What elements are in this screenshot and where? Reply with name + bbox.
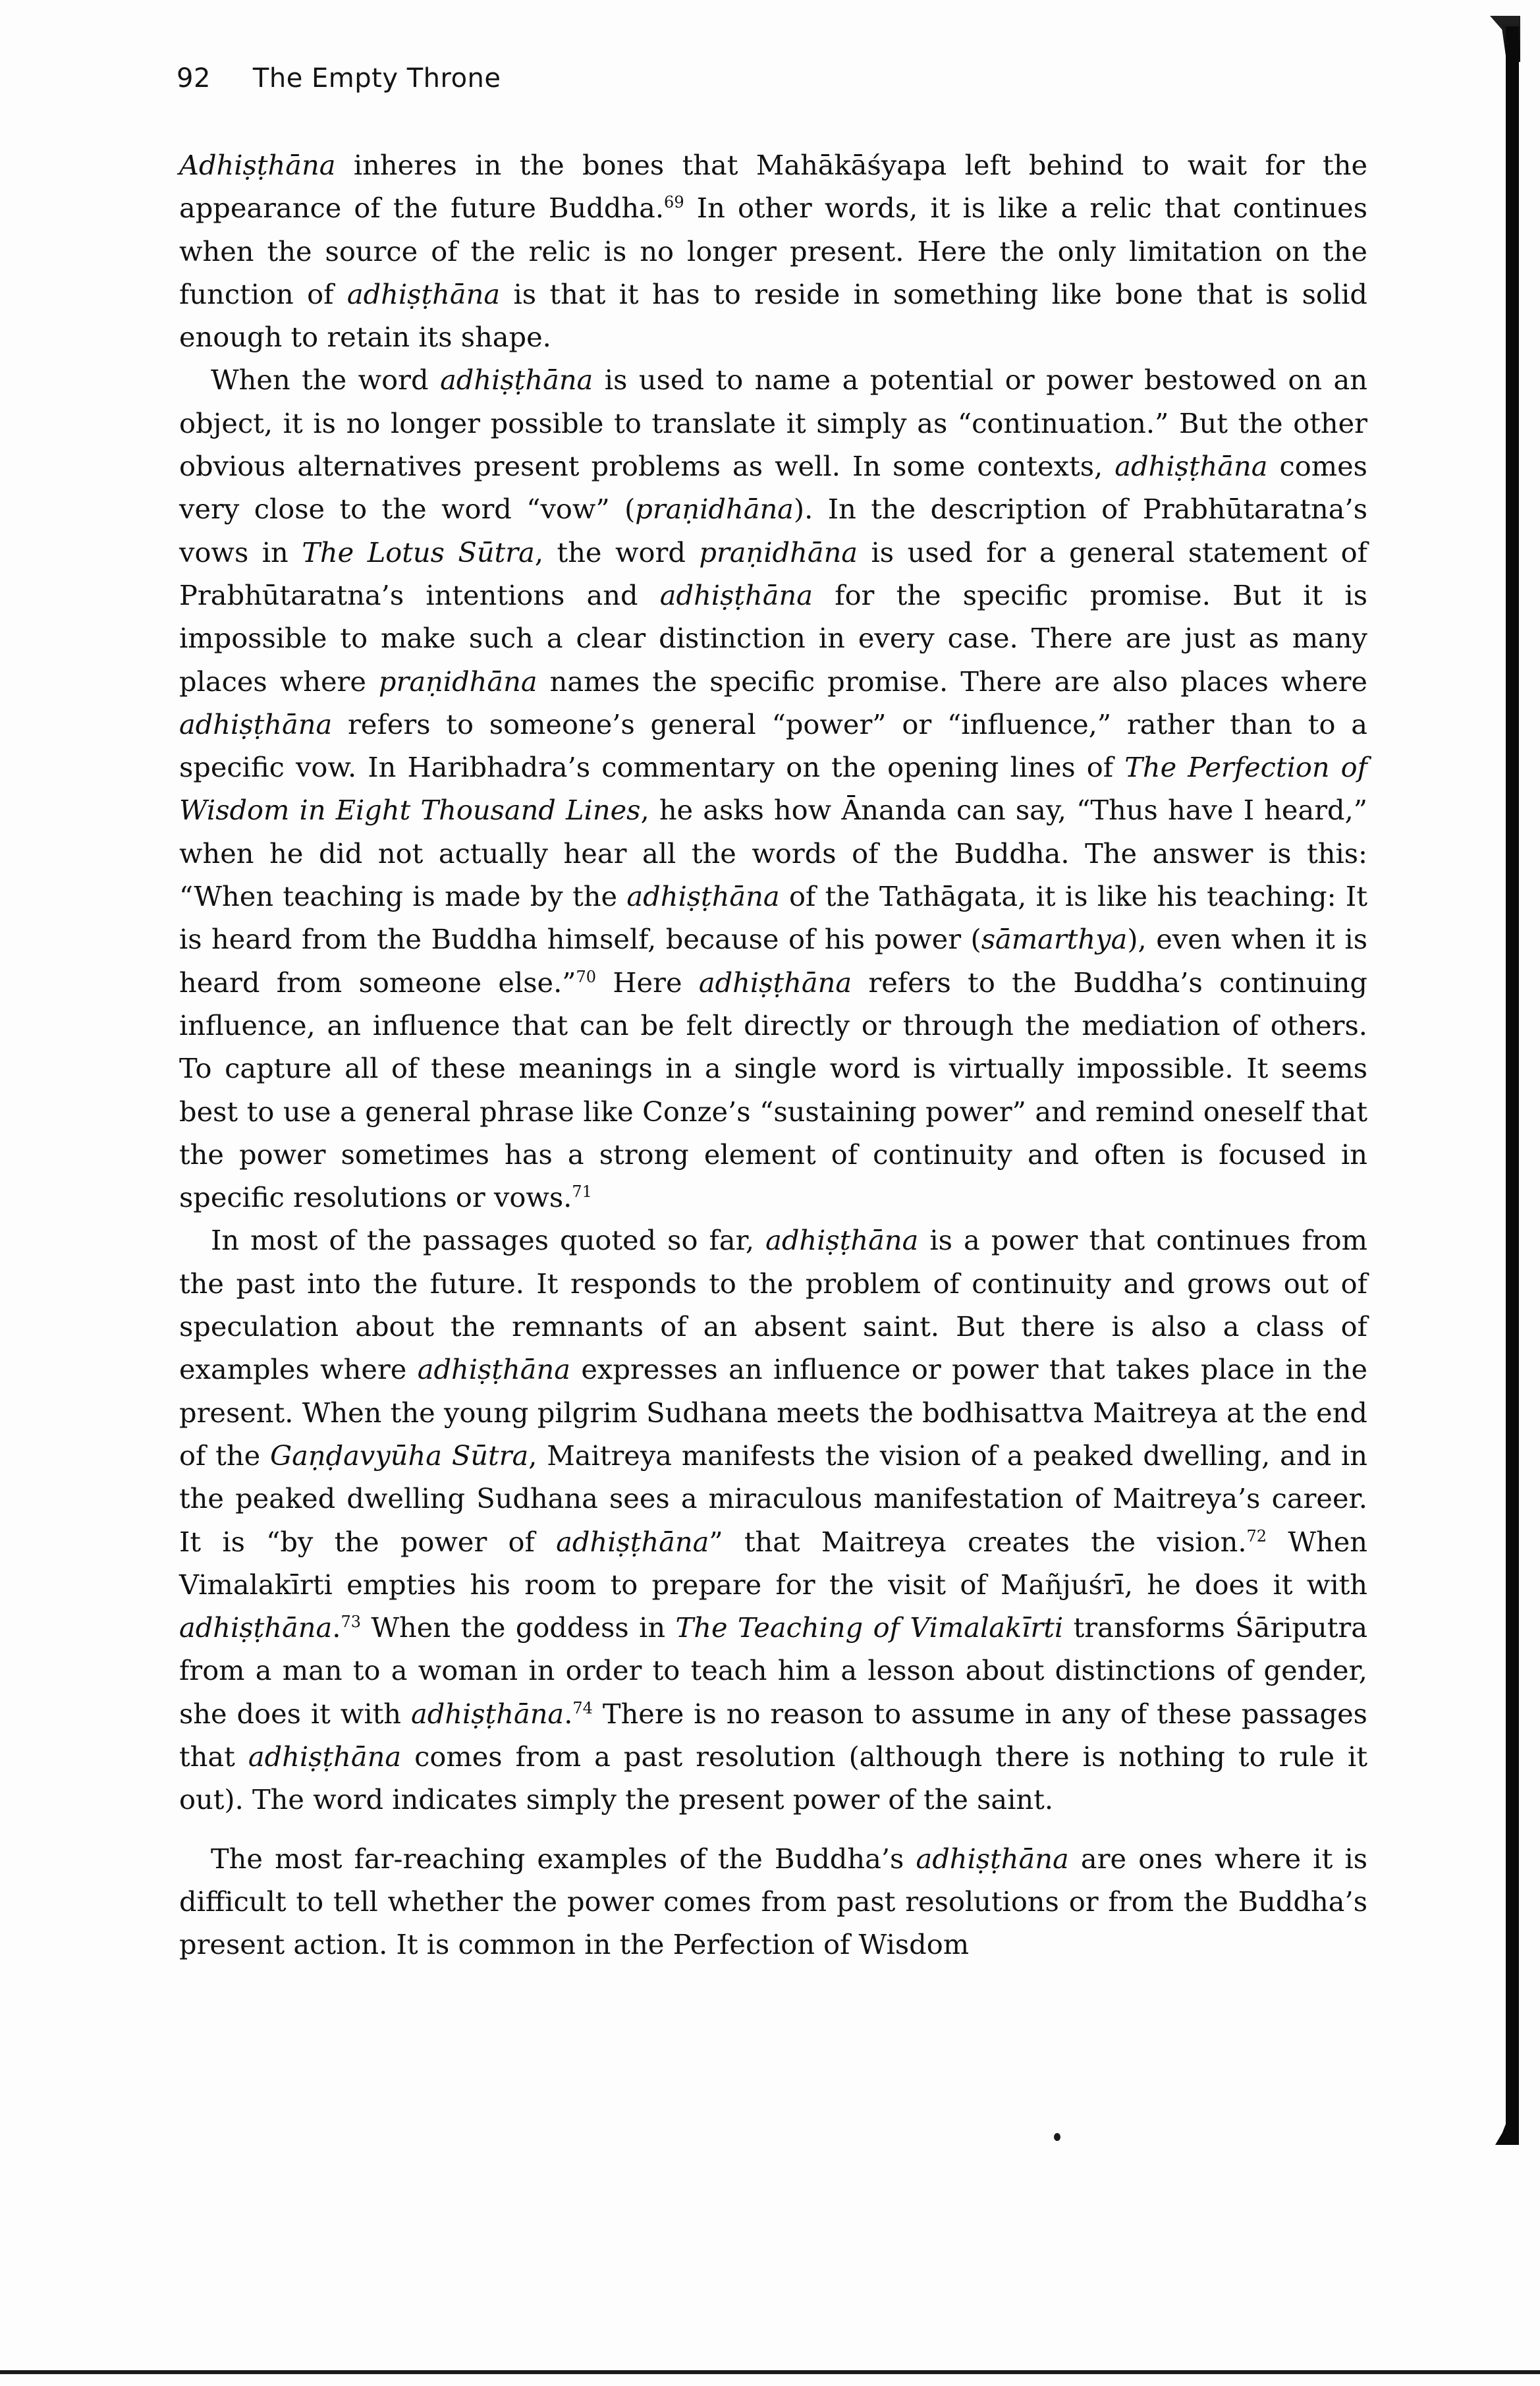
term-italic: praṇidhāna (378, 665, 537, 698)
footnote-ref-70: 70 (576, 967, 597, 986)
text-run: names the specific promise. There are also places where (537, 665, 1367, 698)
text-run: When the word (211, 364, 441, 397)
text-run: , he asks how Ānanda can say, “Thus have I heard,” when he did not actually hear all the words of the Buddha. The answer is this: “When teaching is made by the (179, 794, 1368, 913)
binding-edge-bar (1506, 26, 1519, 2142)
term-italic: adhiṣṭhāna (765, 1224, 919, 1257)
text-run: . (564, 1697, 573, 1730)
scan-speck (1054, 2133, 1060, 2141)
body-text (179, 144, 1367, 1966)
text-run: . (332, 1611, 341, 1644)
paragraph-2 (179, 358, 1367, 1219)
text-run: ), even when it is heard from someone else.” (179, 923, 1368, 999)
text-run: ” that Maitreya creates the vision. (709, 1525, 1247, 1558)
text-run: is used to name a potential or power bestowed on an object, it is no longer possible to translate it simply as “continuation.” But the other obvious alternatives present problems as well. In some contexts, (179, 364, 1367, 483)
text-run: comes from a past resolution (although there is nothing to rule it out). The word indicates simply the present power of the saint. (179, 1740, 1367, 1816)
title-italic: The Teaching of Vimalakīrti (675, 1611, 1064, 1644)
text-run: In other words, it is like a relic that continues when the source of the relic is no longer present. Here the only limitation on the function of (179, 192, 1367, 310)
text-run: refers to someone’s general “power” or “influence,” rather than to a specific vow. In Haribhadra’s commentary on the opening lines of (179, 707, 1367, 784)
text-run: transforms Śāriputra from a man to a woman in order to teach him a lesson about distinctions of gender, she does it with (179, 1611, 1367, 1730)
term-italic: adhiṣṭhāna (556, 1525, 709, 1558)
text-run: are ones where it is difficult to tell whether the power comes from past resolutions or from the Buddha’s present action. It is common in the Perfection of Wisdom (179, 1842, 1367, 1961)
term-italic: sāmarthya (981, 923, 1128, 956)
term-italic: adhiṣṭhāna (410, 1697, 564, 1730)
text-run: There is no reason to assume in any of these passages that (179, 1697, 1367, 1773)
text-run: In most of the passages quoted so far, (211, 1224, 766, 1257)
text-run: is used for a general statement of Prabhūtaratna’s intentions and (179, 536, 1367, 611)
text-run: comes very close to the word “vow” ( (179, 450, 1367, 526)
term-italic: Adhiṣṭhāna (179, 149, 336, 181)
term-italic: adhiṣṭhāna (916, 1842, 1069, 1875)
text-run: The most far-reaching examples of the Buddha’s (211, 1842, 916, 1875)
paragraph-4 (179, 1837, 1367, 1966)
paragraph-1 (179, 144, 1367, 358)
term-italic: adhiṣṭhāna (659, 578, 813, 611)
term-italic: adhiṣṭhāna (698, 966, 852, 999)
text-run: Here (596, 966, 699, 999)
text-run: When Vimalakīrti empties his room to prepare for the visit of Mañjuśrī, he does it with (179, 1525, 1367, 1601)
title-italic: The Perfection of Wisdom in Eight Thousand Lines (179, 751, 1367, 827)
text-run: for the specific promise. But it is impossible to make such a clear distinction in every case. There are just as many places where (179, 578, 1367, 698)
term-italic: adhiṣṭhāna (417, 1353, 570, 1386)
term-italic: praṇidhāna (699, 536, 858, 569)
text-run: expresses an influence or power that takes place in the present. When the young pilgrim Sudhana meets the bodhisattva Maitreya at the end of the (179, 1353, 1368, 1472)
text-run: of the Tathāgata, it is like his teaching: It is heard from the Buddha himself, because of his power ( (179, 880, 1367, 956)
term-italic: adhiṣṭhāna (1114, 450, 1268, 483)
term-italic: adhiṣṭhāna (346, 277, 501, 310)
text-run: is that it has to reside in something like bone that is solid enough to retain its shape. (179, 277, 1367, 354)
running-head (177, 63, 501, 94)
text-run: , Maitreya manifests the vision of a peaked dwelling, and in the peaked dwelling Sudhana sees a miraculous manifestation of Maitreya’s career. It is “by the power of (179, 1439, 1367, 1558)
title-italic: Gaṇḍavyūha Sūtra (269, 1439, 529, 1472)
page-number: 92 (177, 63, 211, 94)
term-italic: adhiṣṭhāna (179, 1611, 333, 1644)
text-run: ). In the description of Prabhūtaratna’s vows in (179, 493, 1367, 569)
scan-bottom-edge (0, 2370, 1540, 2374)
book-title: The Empty Throne (252, 63, 501, 94)
term-italic: adhiṣṭhāna (626, 880, 780, 913)
text-run: refers to the Buddha’s continuing influence, an influence that can be felt directly or through the mediation of others. To capture all of these meanings in a single word is virtually impossible. It seems best to use a general phrase like Conze’s “sustaining power” and remind oneself that the power sometimes has a strong element of continuity and often is focused in specific resolutions or vows. (179, 966, 1367, 1214)
term-italic: praṇidhāna (635, 493, 794, 526)
paragraph-3 (179, 1219, 1367, 1821)
text-run: is a power that continues from the past into the future. It responds to the problem of continuity and grows out of speculation about the remnants of an absent saint. But there is also a class of examples where (179, 1224, 1367, 1386)
footnote-ref-71: 71 (572, 1182, 592, 1202)
footnote-ref-73: 73 (341, 1613, 361, 1632)
title-italic: The Lotus Sūtra (302, 536, 535, 569)
footnote-ref-69: 69 (664, 193, 684, 212)
text-run: When the goddess in (360, 1611, 676, 1644)
term-italic: adhiṣṭhāna (440, 364, 593, 397)
term-italic: adhiṣṭhāna (179, 707, 333, 740)
footnote-ref-74: 74 (572, 1698, 593, 1717)
term-italic: adhiṣṭhāna (248, 1740, 402, 1773)
text-run: , the word (534, 536, 700, 569)
footnote-ref-72: 72 (1246, 1526, 1267, 1545)
text-run: inheres in the bones that Mahākāśyapa left behind to wait for the appearance of the future Buddha. (179, 149, 1367, 225)
